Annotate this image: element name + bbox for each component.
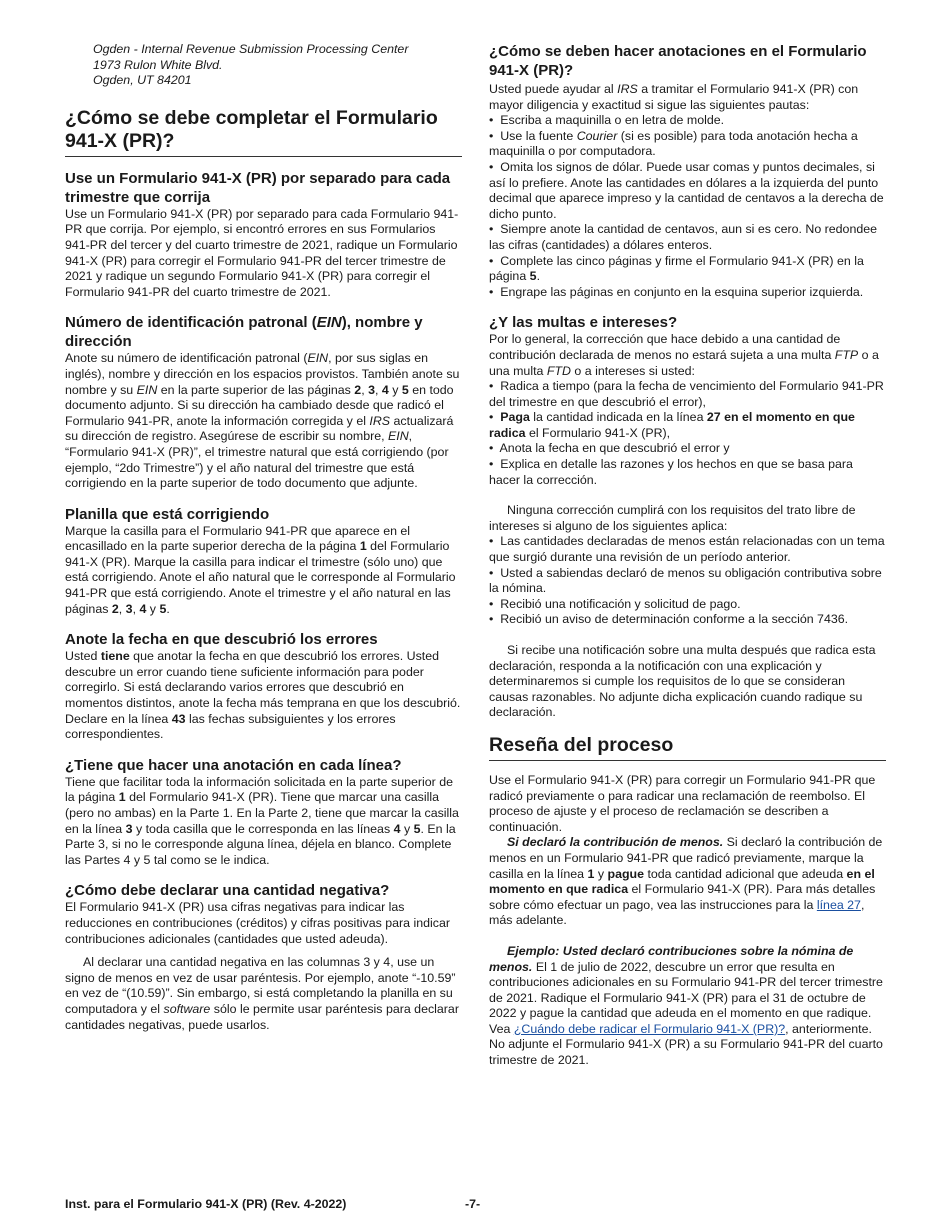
section-penalties-title: ¿Y las multas e intereses? (489, 314, 678, 332)
bullet-item: • Las cantidades declaradas de menos están relacionadas con un tema que surgió durante una revisión de un período anterior. (489, 534, 885, 565)
left-column (65, 42, 462, 1033)
section-every-line-title: ¿Tiene que hacer una anotación en cada línea? (65, 756, 402, 774)
section-date-text: Usted tiene que anotar la fecha en que descubrió los errores. Usted descubre un error cuando tiene suficiente información para poder corregirlo. Si está declarando varios errores que descubrió en momentos distintos, anote la fecha más temprana en que los descubrió. Declare en la línea 43 las fechas subsiguientes y los errores correspondientes. (65, 649, 461, 742)
bullet-item: • Recibió una notificación y solicitud de pago. (489, 596, 741, 611)
section-entries-title: ¿Cómo se deben hacer anotaciones en el Formulario 941-X (PR)? (489, 43, 867, 79)
section-ein-text: Anote su número de identificación patronal (EIN, por sus siglas en inglés), nombre y dirección en los espacios provistos. También anote su nombre y su EIN en la parte superior de las páginas 2, 3, 4 y 5 en todo documento adjunto. Si su dirección ha cambiado desde que radicó el Formulario 941-PR, anote la información corregida y el IRS actualizará su dirección de registro. Asegúrese de escribir su nombre, EIN, “Formulario 941-X (PR)”, el trimestre natural que está corrigiendo (por ejemplo, “2do Trimestre”) y el año natural del trimestre que está corrigiendo en la parte superior de todo documento que adjunte. (65, 351, 460, 491)
right-column (489, 42, 886, 1069)
section-negative-text-1: El Formulario 941-X (PR) usa cifras negativas para indicar las reducciones en contribuciones (créditos) y cifras positivas para indicar contribuciones adicionales (cantidades que usted adeuda). (65, 900, 450, 946)
section-negative-title: ¿Cómo debe declarar una cantidad negativa? (65, 882, 390, 900)
section-every-line-text: Tiene que facilitar toda la información solicitada en la parte superior de la página 1 del Formulario 941-X (PR). Tiene que marcar una casilla (pero no ambas) en la Parte 1. En la Parte 2, tiene que marcar la casilla en la línea 3 y toda casilla que le corresponda en las líneas 4 y 5. En la Parte 3, si no le corresponde alguna línea, déjela en blanco. Complete las Partes 4 y 5 tal como se le indica. (65, 774, 459, 867)
bullet-item: • Paga la cantidad indicada en la línea 27 en el momento en que radica el Formulario 941-X (PR), (489, 410, 855, 440)
footer-page-number: -7- (465, 1197, 481, 1211)
main-heading: ¿Cómo se debe completar el Formulario 941-X (PR)? (65, 107, 462, 157)
process-text-1: Use el Formulario 941-X (PR) para corregir un Formulario 941-PR que radicó previamente o para radicar una reclamación de reembolso. El proceso de ajuste y el proceso de reclamación se describen a continuación. (489, 772, 876, 834)
bullet-item: • Anota la fecha en que descubrió el error y (489, 441, 730, 456)
section-date-title: Anote la fecha en que descubrió los errores (65, 631, 378, 649)
address-line-2: 1973 Rulon White Blvd. (93, 57, 223, 72)
section-penalties-text-2: Ninguna corrección cumplirá con los requisitos del trato libre de intereses si alguno de los siguientes aplica: (489, 503, 856, 533)
section-penalties-text-3: Si recibe una notificación sobre una multa después que radica esta declaración, responda a la notificación con una explicación y determinaremos si cumple los requisitos de lo que se consideran causas razonables. No adjunte dicha explicación cuando radique su declaración. (489, 643, 876, 720)
bullet-item: • Use la fuente Courier (si es posible) para toda anotación hecha a maquinilla o por computadora. (489, 128, 858, 159)
bullet-item: • Complete las cinco páginas y firme el Formulario 941-X (PR) en la página 5. (489, 253, 864, 284)
section-separate-form-text: Use un Formulario 941-X (PR) por separado para cada Formulario 941-PR que corrija. Por ejemplo, si encontró errores en sus Formularios 941-PR del tercer y del cuarto trimestre de 2021, radique un Formulario 941-X (PR) para corregir el Formulario 941-PR del tercer trimestre de 2021 y radique un segundo Formulario 941-X (PR) para corregir el Formulario 941-PR del cuarto trimestre de 2021. (65, 206, 459, 299)
section-separate-form-title: Use un Formulario 941-X (PR) por separado para cada trimestre que corrija (65, 169, 451, 206)
process-example-text: Ejemplo: Usted declaró contribuciones sobre la nómina de menos. El 1 de julio de 2022, descubre un error que resulta en contribuciones adicionales en su Formulario 941-PR del tercer trimestre de 2021. Radique el Formulario 941-X (PR) para el 31 de octubre de 2022 y pague la cantidad que adeuda en el momento en que radique. Vea ¿Cuándo debe radicar el Formulario 941-X (PR)?, anteriormente. No adjunte el Formulario 941-X (PR) a su Formulario 941-PR del cuarto trimestre de 2021. (489, 943, 883, 1068)
section-entries-text: Usted puede ayudar al IRS a tramitar el Formulario 941-X (PR) con mayor diligencia y exactitud si sigue las siguientes pautas: (489, 82, 859, 112)
bullet-item: • Usted a sabiendas declaró de menos su obligación contributiva sobre la nómina. (489, 565, 882, 596)
section-penalties-text: Por lo general, la corrección que hace debido a una cantidad de contribución declarada de menos no estará sujeta a una multa FTP o a una multa FTD o a intereses si usted: (489, 332, 879, 378)
section-ein-title: Número de identificación patronal (EIN), nombre y dirección (65, 314, 423, 351)
bullet-item: • Siempre anote la cantidad de centavos, aun si es cero. No redondee las cifras (cantidades) a dólares enteros. (489, 222, 878, 252)
section-negative-text-2: Al declarar una cantidad negativa en las columnas 3 y 4, use un signo de menos en vez de usar paréntesis. Por ejemplo, anote “-10.59” en vez de “(10.59)”. Sin embargo, si está completando la planilla en su computadora y el software sólo le permite usar paréntesis para declarar cantidades negativas, puede usarlos. (65, 955, 459, 1032)
bullet-item: • Omita los signos de dólar. Puede usar comas y puntos decimales, si así lo prefiere. Anote las cantidades en dólares a la izquierda del punto decimal que aparece impreso y la cantidad de centavos a la derecha de dicho punto. (489, 159, 884, 221)
section-return-title: Planilla que está corrigiendo (65, 505, 270, 523)
bullet-item: • Engrape las páginas en conjunto en la esquina superior izquierda. (489, 284, 864, 299)
line-27-link[interactable]: línea 27 (816, 897, 861, 912)
when-to-file-link[interactable]: ¿Cuándo debe radicar el Formulario 941-X (PR)? (513, 1021, 786, 1036)
bullet-item: • Recibió un aviso de determinación conforme a la sección 7436. (489, 612, 849, 627)
address-line-1: Ogden - Internal Revenue Submission Processing Center (93, 42, 409, 56)
process-text-2: Si declaró la contribución de menos. Si declaró la contribución de menos en un Formulario 941-PR que radicó previamente, marque la casilla en la línea 1 y pague toda cantidad adicional que adeuda en el momento en que radica el Formulario 941-X (PR). Para más detalles sobre cómo efectuar un pago, vea las instrucciones para la línea 27, más adelante. (489, 835, 883, 928)
process-heading: Reseña del proceso (489, 734, 886, 761)
bullet-item: • Explica en detalle las razones y los hechos en que se basa para hacer la corrección. (489, 457, 853, 487)
footer-form-title: Inst. para el Formulario 941-X (PR) (Rev. 4-2022) (65, 1197, 347, 1211)
bullet-item: • Escriba a maquinilla o en letra de molde. (489, 113, 725, 128)
section-return-text: Marque la casilla para el Formulario 941-PR que aparece en el encasillado en la parte superior derecha de la página 1 del Formulario 941-X (PR). Marque la casilla para indicar el trimestre (sólo uno) que está corrigiendo. Anote el año natural que le corresponde al Formulario 941-PR que está corrigiendo. Anote el trimestre y el año natural en las páginas 2, 3, 4 y 5. (65, 523, 456, 616)
mailing-address (93, 42, 462, 89)
address-line-3: Ogden, UT 84201 (93, 73, 192, 88)
bullet-item: • Radica a tiempo (para la fecha de vencimiento del Formulario 941-PR del trimestre en que descubrió el error), (489, 379, 884, 409)
